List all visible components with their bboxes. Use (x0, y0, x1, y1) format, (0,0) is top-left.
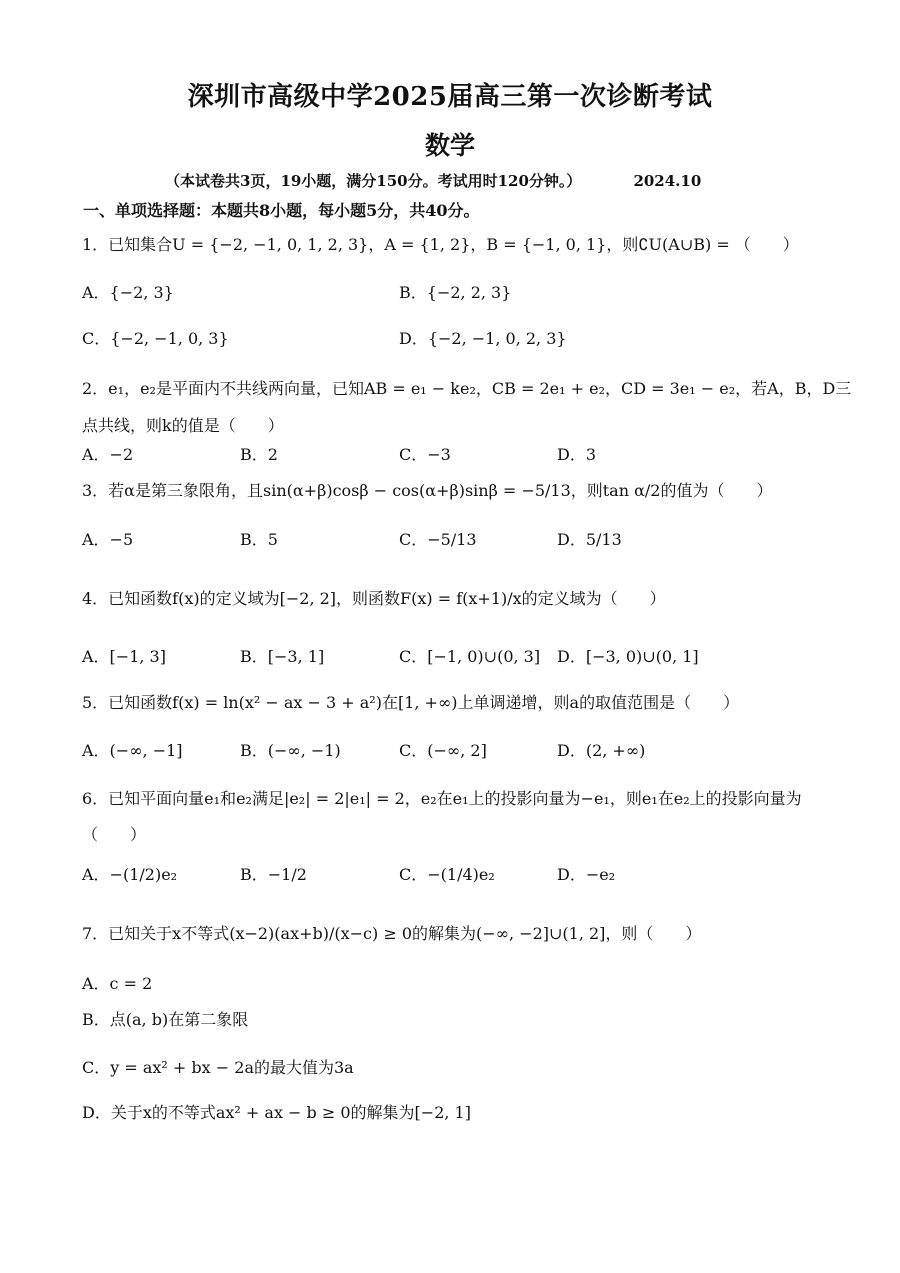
question-1-stem: 1．已知集合U = {−2, −1, 0, 1, 2, 3}，A = {1, 2}，B = {−1, 0, 1}，则∁U(A∪B) = （ ） (82, 235, 799, 254)
q3-option-c: C．−5/13 (399, 530, 477, 549)
exam-info (165, 170, 701, 191)
q3-option-a: A．−5 (82, 530, 134, 549)
q6-option-a: A．−(1/2)e₂ (82, 865, 178, 884)
q2-option-d: D．3 (557, 445, 597, 464)
q4-option-b: B．[−3, 1] (240, 647, 325, 666)
question-4-stem: 4．已知函数f(x)的定义域为[−2, 2]，则函数F(x) = f(x+1)/x的定义域为（ ） (82, 589, 666, 608)
exam-date: 2024.10 (633, 172, 702, 190)
q7-option-b: B．点(a, b)在第二象限 (82, 1010, 249, 1029)
question-2-stem-line-1: 2．e₁，e₂是平面内不共线两向量，已知AB = e₁ − ke₂，CB = 2e₁ + e₂，CD = 3e₁ − e₂，若A，B，D三 (82, 379, 852, 398)
q2-option-b: B．2 (240, 445, 278, 464)
q7-option-c: C．y = ax² + bx − 2a的最大值为3a (82, 1058, 354, 1077)
section-heading: 一、单项选择题：本题共8小题，每小题5分，共40分。 (83, 201, 480, 220)
q5-option-a: A．(−∞, −1] (82, 741, 183, 760)
question-7-stem: 7．已知关于x不等式(x−2)(ax+b)/(x−c) ≥ 0的解集为(−∞, −2]∪(1, 2]，则（ ） (82, 924, 702, 943)
q2-option-a: A．−2 (82, 445, 134, 464)
q6-option-d: D．−e₂ (557, 865, 616, 884)
q1-option-a: A．{−2, 3} (82, 283, 174, 302)
question-5-stem: 5．已知函数f(x) = ln(x² − ax − 3 + a²)在[1, +∞)上单调递增，则a的取值范围是（ ） (82, 693, 740, 712)
q1-option-b: B．{−2, 2, 3} (399, 283, 512, 302)
q5-option-d: D．(2, +∞) (557, 741, 646, 760)
q7-option-d: D．关于x的不等式ax² + ax − b ≥ 0的解集为[−2, 1] (82, 1103, 471, 1122)
q7-option-a: A．c = 2 (82, 974, 153, 993)
subject-heading: 数学 (424, 131, 475, 160)
q6-option-c: C．−(1/4)e₂ (399, 865, 495, 884)
q4-option-c: C．[−1, 0)∪(0, 3] (399, 647, 541, 666)
question-6-stem-line-2: （ ） (82, 825, 147, 844)
q3-option-d: D．5/13 (557, 530, 622, 549)
q4-option-d: D．[−3, 0)∪(0, 1] (557, 647, 699, 666)
question-6-stem-line-1: 6．已知平面向量e₁和e₂满足|e₂| = 2|e₁| = 2，e₂在e₁上的投影向量为−e₁，则e₁在e₂上的投影向量为 (82, 789, 802, 808)
exam-title: 深圳市高级中学2025届高三第一次诊断考试 (187, 82, 713, 112)
q1-option-d: D．{−2, −1, 0, 2, 3} (399, 329, 567, 348)
q6-option-b: B．−1/2 (240, 865, 307, 884)
exam-instructions: （本试卷共3页，19小题，满分150分。考试用时120分钟。） (165, 172, 582, 190)
q5-option-b: B．(−∞, −1) (240, 741, 341, 760)
question-3-stem: 3．若α是第三象限角，且sin(α+β)cosβ − cos(α+β)sinβ = −5/13，则tan α/2的值为（ ） (82, 481, 773, 500)
question-2-stem-line-2: 点共线，则k的值是（ ） (82, 416, 284, 435)
q1-option-c: C．{−2, −1, 0, 3} (82, 329, 229, 348)
q3-option-b: B．5 (240, 530, 278, 549)
q5-option-c: C．(−∞, 2] (399, 741, 487, 760)
q2-option-c: C．−3 (399, 445, 451, 464)
q4-option-a: A．[−1, 3] (82, 647, 166, 666)
